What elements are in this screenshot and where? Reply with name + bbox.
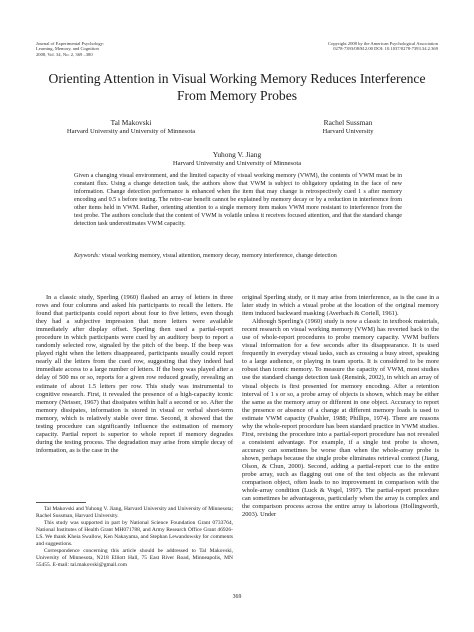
header-right-line: Copyright 2008 by the American Psychological Association	[328, 41, 438, 46]
author-affiliation: Harvard University	[322, 128, 374, 135]
header-left-line: 2008, Vol. 34, No. 2, 369 –380	[36, 51, 93, 57]
copyright-header	[228, 41, 438, 52]
author	[36, 150, 438, 168]
author	[36, 118, 226, 136]
body-paragraph: original Sperling study, or it may arise from interference, as is the case in a later study in which a visual probe at the location of the original memory item induced backward masking (Averbach & Coriell, 1961).	[242, 294, 439, 318]
header-left-line: Learning, Memory, and Cognition	[36, 46, 99, 52]
keywords-label: Keywords:	[74, 253, 101, 259]
keywords-text: visual working memory, visual attention, memory decay, memory interference, change detection	[101, 253, 337, 259]
body-column-left	[36, 294, 233, 455]
journal-citation-header	[36, 41, 206, 57]
keywords	[74, 252, 402, 260]
abstract: Given a changing visual environment, and the limited capacity of visual working memory (VWM), the contents of VWM must be in constant flux. Using a change detection task, the authors show that VWM is subject to obligatory updating in the face of new information. Change detection performance is enhanced when the item that may change is retrospectively cued 1 s after memory encoding and 0.5 s before testing. The retro-cue benefit cannot be explained by memory decay or by a reduction in interference from other items held in VWM. Rather, orienting attention to a single memory item makes VWM more resistant to interference from the test probe. The authors conclude that the content of VWM is volatile unless it receives focused attention, and that the standard change detection task underestimates VWM capacity.	[74, 173, 402, 228]
author-name: Tal Makovski	[110, 118, 152, 127]
page-number: 369	[232, 594, 242, 600]
author	[258, 118, 438, 136]
author-name: Rachel Sussman	[323, 118, 373, 127]
header-left-line: Journal of Experimental Psychology:	[36, 41, 105, 46]
footnote: This study was supported in part by National Science Foundation Grant 0733764, National Institutes of Health Grant MH071788, and Army Research Office Grant 46926-LS. We thank Kheia Swallow, Ken Nakayama, and Stephan Lewandowsky for comments and suggestions.	[36, 520, 233, 548]
body-paragraph: Although Sperling's (1960) study is now a classic in textbook materials, recent research on visual working memory (VWM) has reverted back to the use of whole-report procedures to probe memory capacity. VWM buffers visual information for a few seconds after its disappearance. It is used frequently in everyday visual tasks, such as crossing a busy street, speaking to a large audience, or playing in team sports. It is considered to be more robust than iconic memory. To measure the capacity of VWM, most studies use the standard change detection task (Rensink, 2002), in which an array of visual objects is first presented for memory encoding. After a retention interval of 1 s or so, a probe array of objects is shown, which may be either the same as the memory array or different in one object. Accuracy to report the presence or absence of a change at different memory loads is used to estimate VWM capacity (Pashler, 1988; Phillips, 1974). There are reasons why the whole-report procedure has been standard practice in VWM studies. First, revising the procedure into a partial-report procedure has not revealed a consistent advantage. For example, if a single test probe is shown, accuracy can sometimes be worse than when the whole-array probe is shown, perhaps because the single probe eliminates retrieval context (Jiang, Olson, & Chun, 2000). Second, adding a partial-report cue to the entire probe array, such as flagging out one of the test objects as the relevant comparison object, often leads to no improvement in comparison with the whole-array condition (Luck & Vogel, 1997). The partial-report procedure can sometimes be advantageous, particularly when the array is complex and the comparison process across the entire array is laborious (Hollingworth, 2003). Under	[242, 318, 439, 519]
footnote: Tal Makovski and Yuhong V. Jiang, Harvard University and University of Minnesota; Rachel Sussman, Harvard University.	[36, 506, 233, 520]
article-title: Orienting Attention in Visual Working Memory Reduces Interference From Memory Probes	[48, 71, 426, 103]
footnotes	[36, 506, 233, 569]
body-column-right	[242, 294, 439, 519]
footnote: Correspondence concerning this article should be addressed to Tal Makovski, University of Minnesota, N218 Elliott Hall, 75 East River Road, Minneapolis, MN 55455. E-mail: tal.makovski@gmail.com	[36, 548, 233, 569]
footnote-divider	[36, 502, 86, 503]
author-affiliation: Harvard University and University of Minnesota	[172, 160, 302, 167]
header-right-line: 0278-7393/08/$12.00 DOI: 10.1037/0278-7393.34.2.369	[333, 46, 438, 52]
body-paragraph: In a classic study, Sperling (1960) flashed an array of letters in three rows and four columns and asked his participants to recall the letters. He found that participants could report about four to five letters, even though they had a subjective impression that more letters were available immediately after display offset. Sperling then used a partial-report procedure in which participants were cued by an auditory beep to report a randomly selected row, signaled by the pitch of the beep. If the beep was played right when the letters disappeared, participants usually could report nearly all the letters from the cued row, suggesting that they indeed had immediate access to a large number of letters. If the beep was played after a delay of 500 ms or so, reports for a given row reduced greatly, revealing an estimate of about 1.5 letters per row. This study was instrumental to cognitive research. First, it revealed the presence of a high-capacity iconic memory (Neisser, 1967) that dissipates within half a second or so. After the memory dissipates, information is stored in visual or verbal short-term memory, which is relatively stable over time. Second, it showed that the testing procedure can significantly influence the estimation of memory capacity. Partial report is superior to whole report if memory degrades during the testing process. The degradation may arise from simple decay of information, as is the case in the	[36, 294, 233, 454]
author-name: Yuhong V. Jiang	[212, 150, 262, 159]
author-affiliation: Harvard University and University of Minnesota	[66, 128, 196, 135]
